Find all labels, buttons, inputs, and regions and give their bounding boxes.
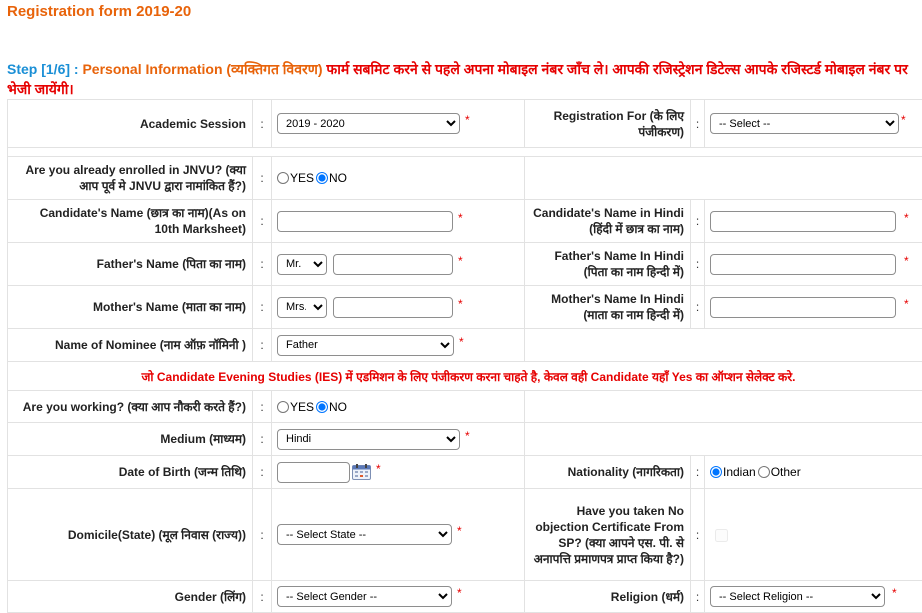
domicile-state-select[interactable]	[277, 524, 452, 545]
empty-cell	[525, 391, 922, 423]
mobile-warning: फार्म सबमिट करने से पहले अपना मोबाइल नंबर जाँच ले। आपकी रजिस्ट्रेशन डिटेल्स आपके रजिस्टर्ड मोबाइल नंबर पर भेजी जायेंगी।	[7, 61, 908, 97]
candidate-name-input[interactable]	[277, 211, 453, 232]
required-mark: *	[904, 254, 909, 268]
candidate-name-label: Candidate's Name (छात्र का नाम)(As on 10th Marksheet)	[8, 200, 253, 243]
page-title: Registration form 2019-20	[7, 3, 191, 20]
working-no-radio[interactable]	[316, 401, 328, 413]
gender-label: Gender (लिंग)	[8, 581, 253, 613]
nationality-indian-radio[interactable]	[710, 466, 722, 478]
mother-name-hindi-input[interactable]	[710, 297, 896, 318]
father-name-hindi-label: Father's Name In Hindi (पिता का नाम हिन्दी में)	[525, 243, 691, 286]
candidate-name-hindi-label: Candidate's Name in Hindi (हिंदी में छात्र का नाम)	[525, 200, 691, 243]
colon: :	[253, 100, 272, 148]
mother-title-select[interactable]	[277, 297, 327, 318]
required-mark: *	[458, 297, 463, 311]
colon: :	[253, 243, 272, 286]
row-candidate-name	[8, 200, 922, 243]
colon: :	[253, 391, 272, 423]
colon: :	[253, 489, 272, 581]
noc-checkbox[interactable]	[715, 529, 728, 542]
row-father-name	[8, 243, 922, 286]
empty-cell	[525, 157, 922, 200]
colon: :	[253, 157, 272, 200]
candidate-name-hindi-input[interactable]	[710, 211, 896, 232]
nominee-select[interactable]	[277, 335, 454, 356]
required-mark: *	[457, 524, 462, 538]
nationality-indian-label: Indian	[723, 465, 756, 479]
step-section-title: Personal Information (व्यक्तिगत विवरण)	[82, 61, 322, 77]
academic-session-label: Academic Session	[8, 100, 253, 148]
working-yes-radio[interactable]	[277, 401, 289, 413]
colon: :	[691, 286, 705, 329]
nationality-other-label: Other	[771, 465, 801, 479]
registration-form	[7, 99, 922, 613]
required-mark: *	[376, 462, 381, 476]
required-mark: *	[465, 113, 470, 127]
medium-select[interactable]	[277, 429, 460, 450]
father-name-hindi-input[interactable]	[710, 254, 896, 275]
colon: :	[253, 200, 272, 243]
mother-name-hindi-label: Mother's Name In Hindi (माता का नाम हिन्दी में)	[525, 286, 691, 329]
already-enrolled-label: Are you already enrolled in JNVU? (क्या आप पूर्व मे JNVU द्वारा नामांकित हैं?)	[8, 157, 253, 200]
nationality-other-radio[interactable]	[758, 466, 770, 478]
mother-name-input[interactable]	[333, 297, 453, 318]
required-mark: *	[904, 211, 909, 225]
row-nominee	[8, 329, 922, 362]
noc-label: Have you taken No objection Certificate From SP? (क्या आपने एस. पी. से अनापत्ति प्रमाणपत्र प्राप्त किया है?)	[525, 489, 691, 581]
dob-label: Date of Birth (जन्म तिथि)	[8, 456, 253, 489]
row-academic-session	[8, 100, 922, 148]
working-no-label: NO	[329, 400, 347, 414]
working-yes-label: YES	[290, 400, 314, 414]
colon: :	[691, 489, 705, 581]
row-medium	[8, 423, 922, 456]
working-label: Are you working? (क्या आप नौकरी करते हैं?)	[8, 391, 253, 423]
row-dob-nationality	[8, 456, 922, 489]
enrolled-yes-label: YES	[290, 171, 314, 185]
step-heading	[7, 59, 919, 99]
nominee-label: Name of Nominee (नाम ऑफ़ नॉमिनी )	[8, 329, 253, 362]
religion-select[interactable]	[710, 586, 885, 607]
enrolled-no-label: NO	[329, 171, 347, 185]
domicile-label: Domicile(State) (मूल निवास (राज्य))	[8, 489, 253, 581]
required-mark: *	[457, 586, 462, 600]
colon: :	[253, 581, 272, 613]
colon: :	[691, 100, 705, 148]
enrolled-yes-radio[interactable]	[277, 172, 289, 184]
registration-for-select[interactable]	[710, 113, 899, 134]
row-ies-notice	[8, 362, 922, 391]
calendar-icon[interactable]	[352, 464, 371, 480]
colon: :	[253, 286, 272, 329]
required-mark: *	[458, 254, 463, 268]
required-mark: *	[465, 429, 470, 443]
colon: :	[691, 200, 705, 243]
academic-session-select[interactable]	[277, 113, 460, 134]
father-name-input[interactable]	[333, 254, 453, 275]
row-already-enrolled	[8, 157, 922, 200]
colon: :	[691, 456, 705, 489]
gender-select[interactable]	[277, 586, 452, 607]
father-title-select[interactable]	[277, 254, 327, 275]
empty-cell	[525, 329, 922, 362]
nationality-label: Nationality (नागरिकता)	[525, 456, 691, 489]
row-gender-religion	[8, 581, 922, 613]
row-working	[8, 391, 922, 423]
mother-name-label: Mother's Name (माता का नाम)	[8, 286, 253, 329]
dob-input[interactable]	[277, 462, 350, 483]
colon: :	[691, 243, 705, 286]
required-mark: *	[459, 335, 464, 349]
colon: :	[253, 423, 272, 456]
medium-label: Medium (माध्यम)	[8, 423, 253, 456]
row-domicile-noc	[8, 489, 922, 581]
ies-notice: जो Candidate Evening Studies (IES) में एडमिशन के लिए पंजीकरण करना चाहते है, केवल वही Candidate यहाँ Yes का ऑप्शन सेलेक्ट करे.	[8, 362, 922, 391]
enrolled-no-radio[interactable]	[316, 172, 328, 184]
step-label: Step [1/6] :	[7, 61, 82, 77]
colon: :	[253, 329, 272, 362]
father-name-label: Father's Name (पिता का नाम)	[8, 243, 253, 286]
colon: :	[253, 456, 272, 489]
required-mark: *	[892, 586, 897, 600]
spacer-row	[8, 148, 922, 157]
row-mother-name	[8, 286, 922, 329]
registration-for-label: Registration For (के लिए पंजीकरण)	[525, 100, 691, 148]
required-mark: *	[901, 113, 906, 127]
required-mark: *	[458, 211, 463, 225]
religion-label: Religion (धर्म)	[525, 581, 691, 613]
colon: :	[691, 581, 705, 613]
empty-cell	[525, 423, 922, 456]
required-mark: *	[904, 297, 909, 311]
